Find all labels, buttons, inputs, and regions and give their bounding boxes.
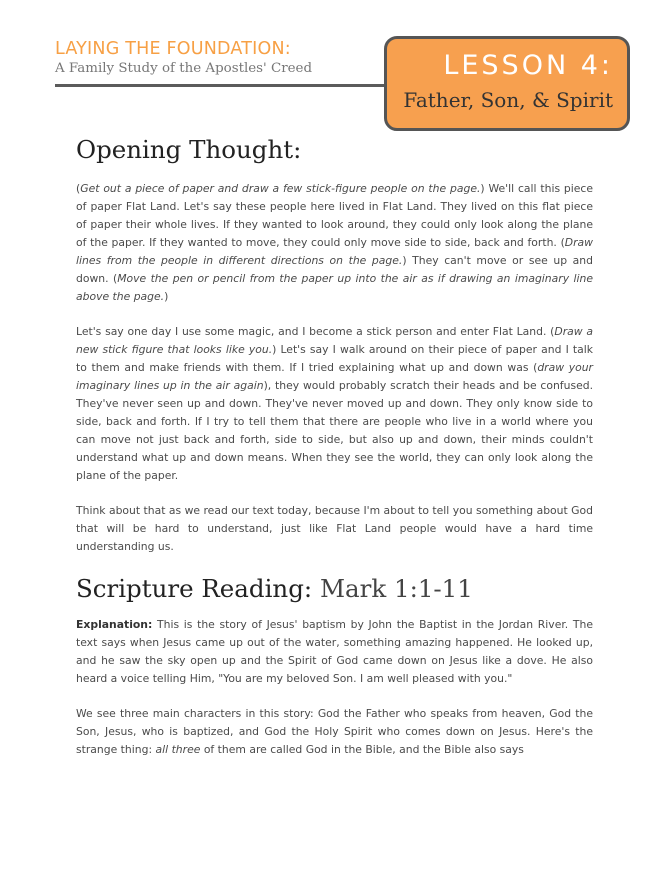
paragraph-text: ) They can't move or see up and down. ( — [76, 254, 593, 285]
explanation-label: Explanation: — [76, 618, 153, 631]
stage-direction: draw your imaginary lines up in the air again — [76, 361, 593, 392]
opening-thought-heading: Opening Thought: — [76, 135, 302, 164]
lesson-label: LESSON 4: — [443, 50, 613, 81]
stage-direction: Draw lines from the people in different directions on the page. — [76, 236, 593, 267]
lesson-badge — [384, 36, 630, 131]
characters-text-before: We see three main characters in this story: God the Father who speaks from heaven, God the Son, Jesus, who is baptized, and God the Holy Spirit who comes down on Jesus. Here's the strange thing: — [76, 707, 593, 756]
explanation-text: This is the story of Jesus' baptism by John the Baptist in the Jordan River. The text says when Jesus came up out of the water, something amazing happened. He looked up, and he saw the sky open up and the Spirit of God came down on Jesus like a dove. He also heard a voice telling Him, "You are my beloved Son. I am well pleased with you." — [76, 618, 593, 685]
series-header — [55, 39, 385, 78]
scripture-reading-heading — [76, 574, 593, 604]
paragraph-text: ) We'll call this piece of paper Flat Land. Let's say these people here lived in Flat Land. They lived on this flat piece of paper their whole lives. If they wanted to look around, they could only look along the plane of the paper. If they wanted to move, they could only move side to side, back and forth. ( — [76, 182, 593, 249]
series-subtitle: A Family Study of the Apostles' Creed — [55, 61, 313, 76]
stage-direction: Draw a new stick figure that looks like you. — [76, 325, 593, 356]
paragraph-text: ), they would probably scratch their heads and be confused. They've never seen up and down. They've never moved up and down. They only know side to side, back and forth. If I try to tell them that there are people who live in a world where you can move not just back and forth, side to side, but also up and down, their minds couldn't understand what up and down means. When they see the world, they can only look along the plane of the paper. — [76, 379, 594, 482]
header-divider — [55, 84, 388, 87]
paragraph-text: Let's say one day I use some magic, and I become a stick person and enter Flat Land. ( — [76, 325, 555, 338]
opening-paragraph-3: Think about that as we read our text today, because I'm about to tell you something about God that will be hard to understand, just like Flat Land people would have a hard time understanding us. — [76, 504, 593, 553]
lesson-content — [76, 135, 593, 759]
characters-paragraph — [76, 705, 593, 759]
characters-text-after: of them are called God in the Bible, and the Bible also says — [200, 743, 524, 756]
series-title: LAYING THE FOUNDATION: — [55, 39, 291, 59]
stage-direction: Move the pen or pencil from the paper up into the air as if drawing an imaginary line above the page. — [76, 272, 593, 303]
scripture-heading-label: Scripture Reading: — [76, 574, 320, 603]
paragraph-text: ) — [164, 290, 169, 303]
characters-emphasis: all three — [155, 743, 201, 756]
stage-direction: Get out a piece of paper and draw a few stick-figure people on the page. — [80, 182, 481, 195]
lesson-title: Father, Son, & Spirit — [403, 88, 613, 112]
paragraph-text: ( — [76, 182, 81, 195]
opening-paragraph-1 — [76, 180, 593, 306]
scripture-reference: Mark 1:1-11 — [319, 574, 473, 603]
paragraph-text: ) Let's say I walk around on their piece of paper and I talk to them and make friends with them. If I tried explaining what up and down was ( — [76, 343, 593, 374]
explanation-paragraph — [76, 616, 593, 688]
opening-paragraph-2 — [76, 323, 593, 485]
